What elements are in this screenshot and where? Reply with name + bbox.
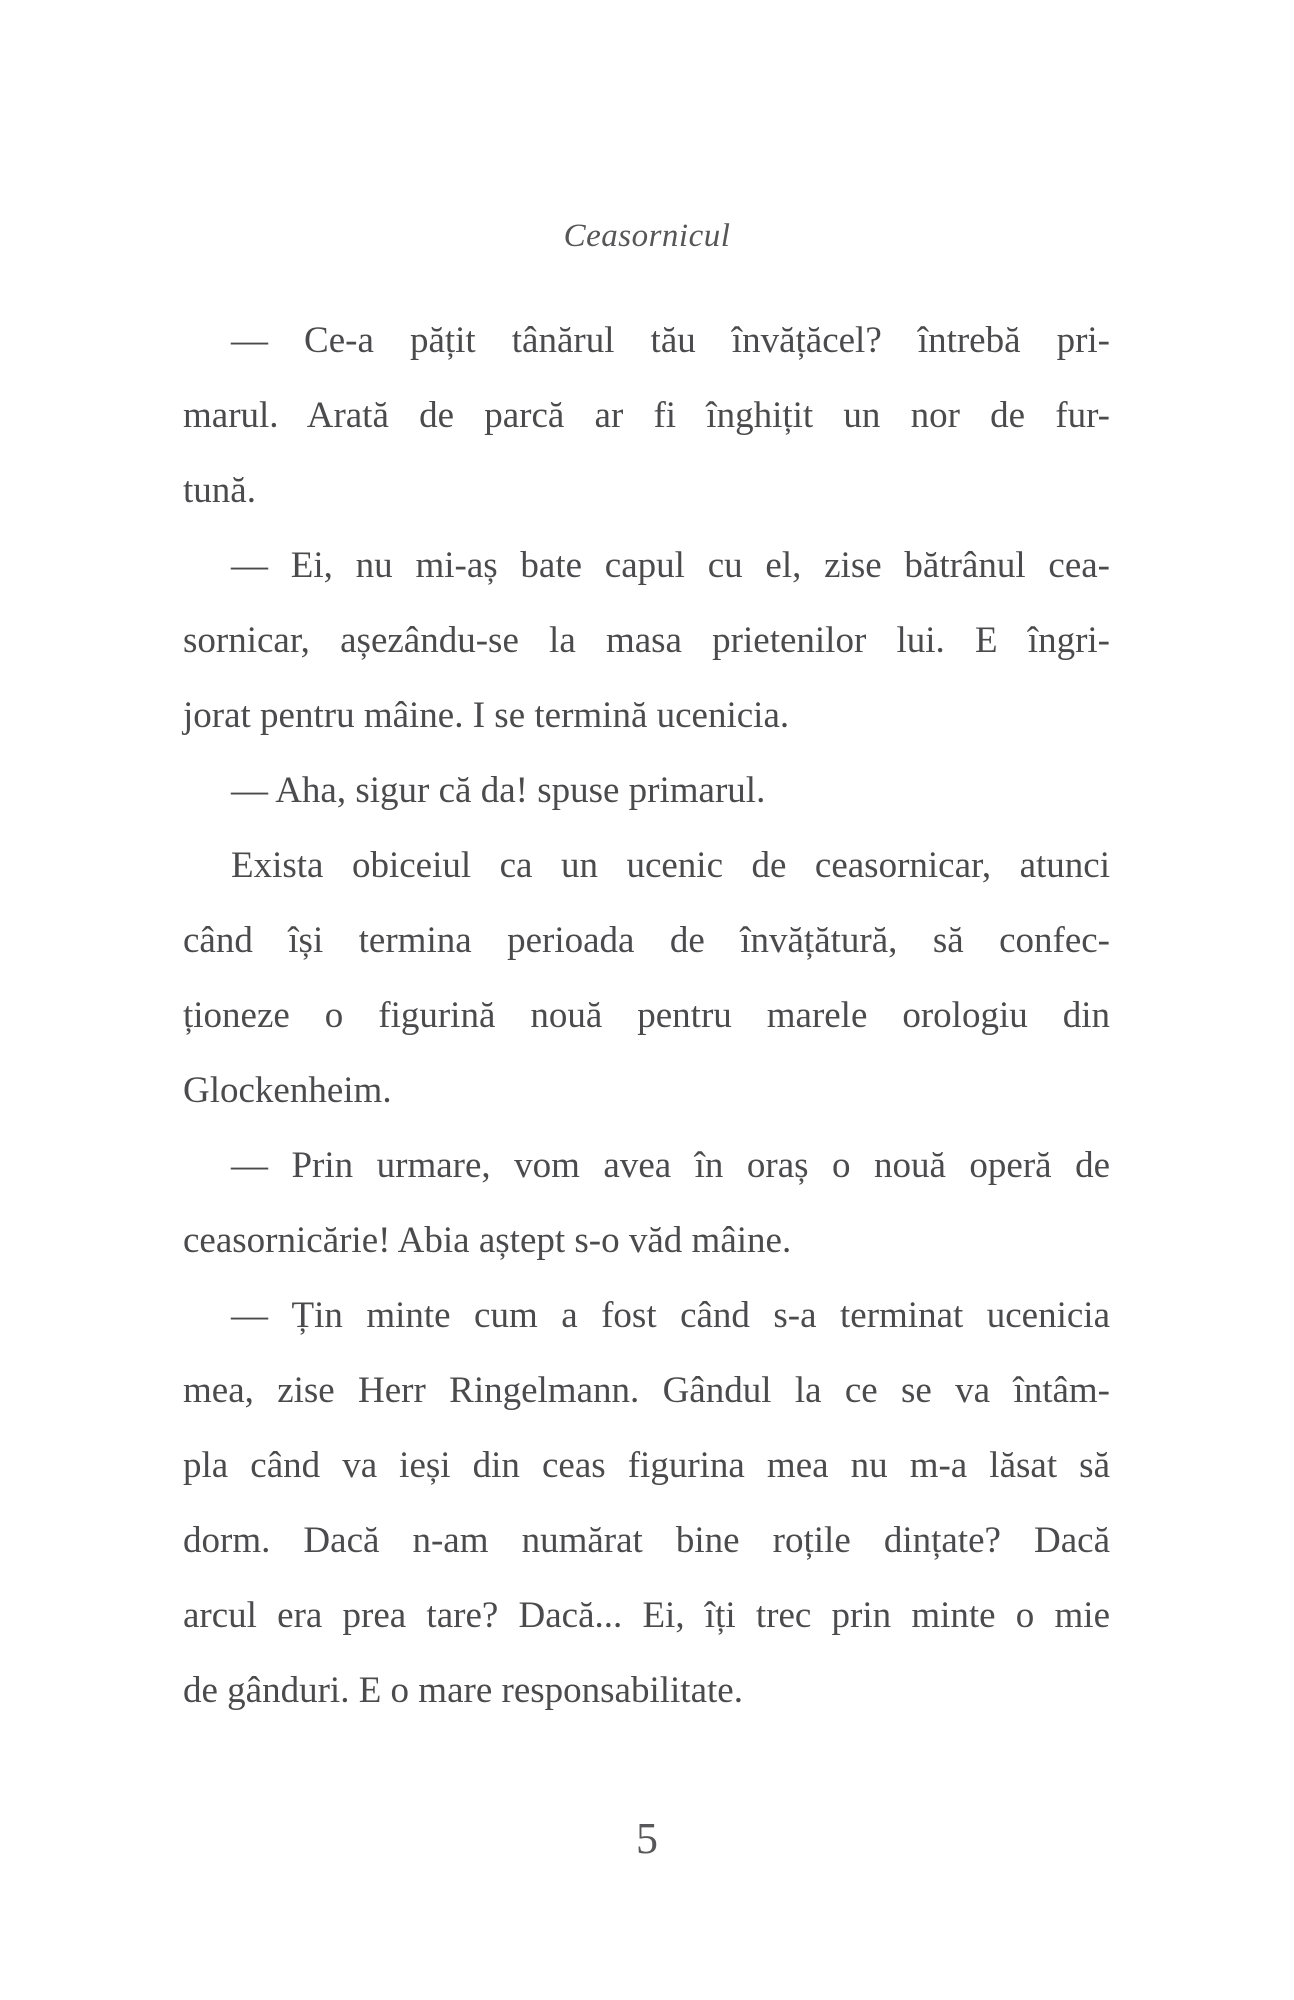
- text-line: dorm. Dacă n-am numărat bine roțile dințate? Dacă: [183, 1520, 1110, 1561]
- text-line: ceasornicărie! Abia aștept s-o văd mâine.: [183, 1220, 792, 1261]
- text-line: sornicar, așezându-se la masa prietenilor lui. E îngri-: [183, 620, 1110, 661]
- text-line: de gânduri. E o mare responsabilitate.: [183, 1670, 743, 1711]
- text-line: Exista obiceiul ca un ucenic de ceasornicar, atunci: [231, 845, 1110, 886]
- text-line: — Ei, nu mi-aș bate capul cu el, zise bătrânul cea-: [231, 545, 1110, 586]
- text-line: jorat pentru mâine. I se termină ucenicia.: [183, 695, 790, 736]
- text-line: — Prin urmare, vom avea în oraș o nouă operă de: [231, 1145, 1110, 1186]
- text-line: arcul era prea tare? Dacă... Ei, îți trec prin minte o mie: [183, 1595, 1110, 1636]
- page-number: 5: [636, 1814, 658, 1863]
- text-line: pla când va ieși din ceas figurina mea nu m-a lăsat să: [183, 1445, 1110, 1486]
- body-text: [183, 303, 1110, 1728]
- text-line: când își termina perioada de învățătură, să confec-: [183, 920, 1110, 961]
- text-line: Glockenheim.: [183, 1070, 392, 1111]
- text-line: mea, zise Herr Ringelmann. Gândul la ce se va întâm-: [183, 1370, 1110, 1411]
- running-header: Ceasornicul: [563, 218, 731, 254]
- text-line: — Ce-a pățit tânărul tău învățăcel? întrebă pri-: [231, 320, 1110, 361]
- text-line: — Aha, sigur că da! spuse primarul.: [231, 770, 766, 811]
- text-line: — Țin minte cum a fost când s-a terminat ucenicia: [231, 1295, 1110, 1336]
- text-line: tună.: [183, 470, 256, 511]
- text-line: marul. Arată de parcă ar fi înghițit un nor de fur-: [183, 395, 1110, 436]
- text-line: ționeze o figurină nouă pentru marele orologiu din: [183, 995, 1110, 1036]
